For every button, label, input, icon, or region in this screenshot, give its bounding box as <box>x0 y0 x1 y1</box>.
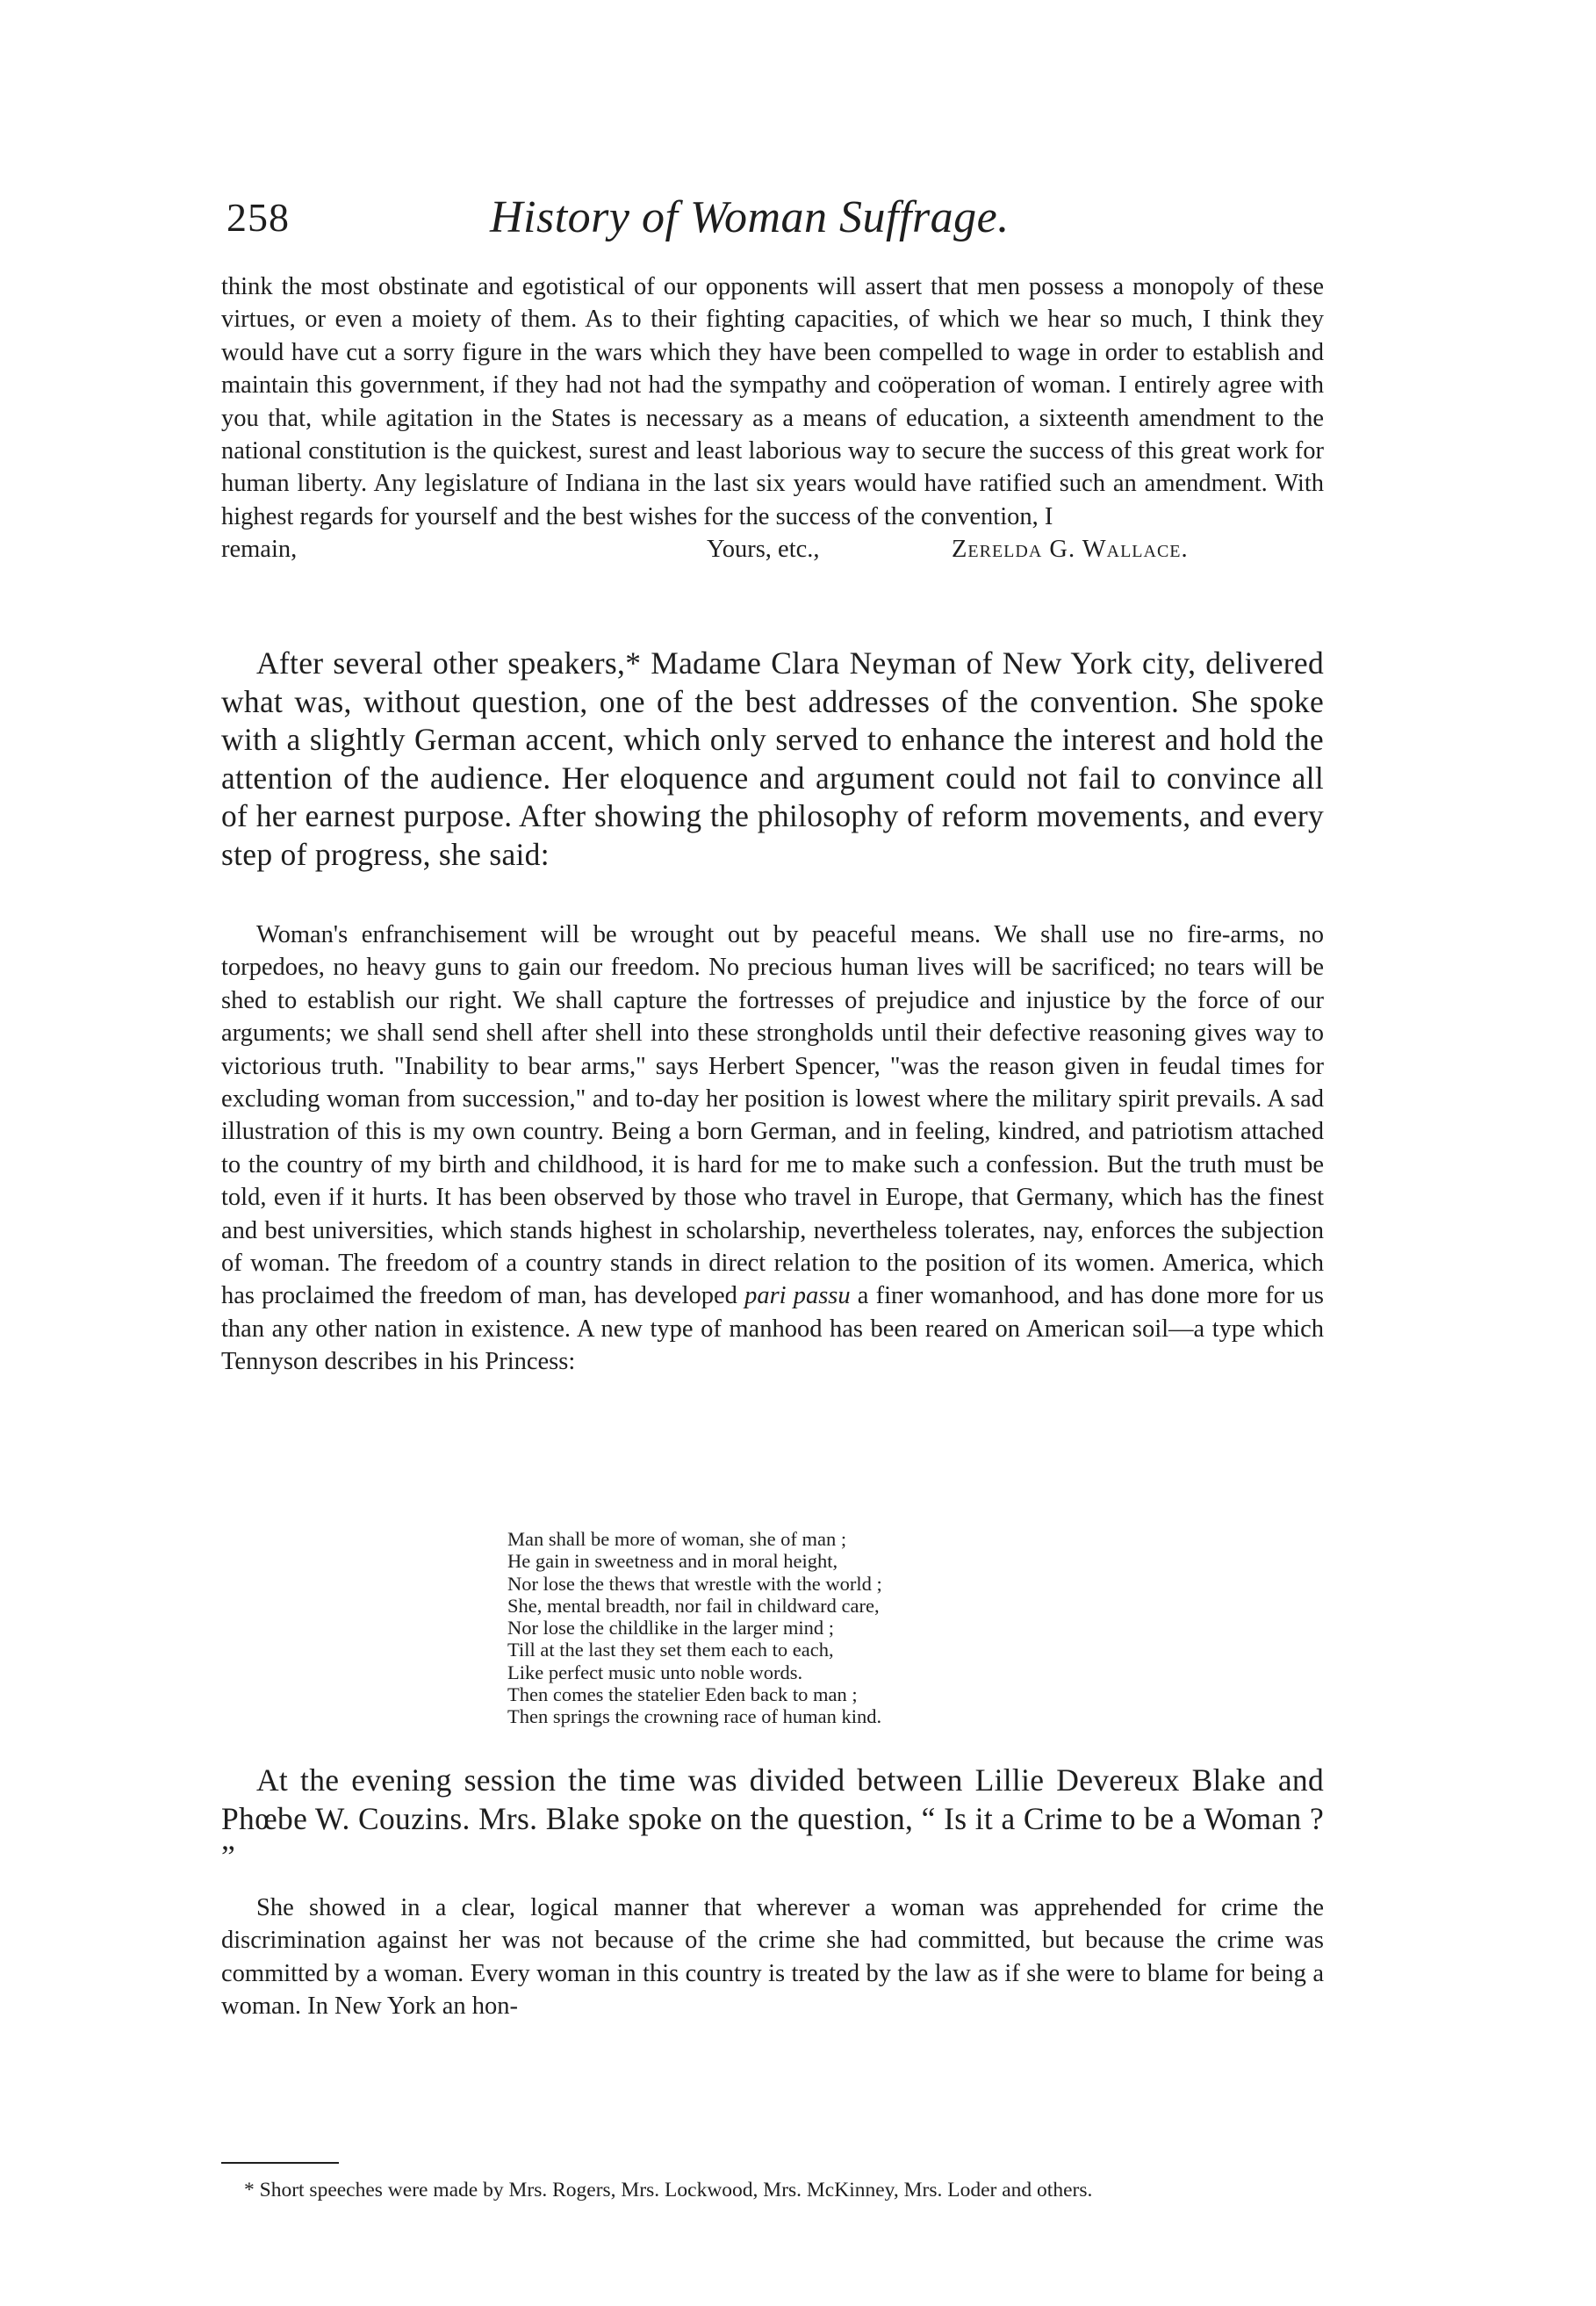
poem-line: Nor lose the thews that wrestle with the world ; <box>507 1572 882 1595</box>
narrative-block-1 <box>221 645 1324 875</box>
footnote-divider <box>221 2162 339 2164</box>
letter-block <box>221 270 1324 566</box>
poem-line: Till at the last they set them each to each, <box>507 1639 834 1661</box>
poem-line: Like perfect music unto noble words. <box>507 1661 803 1683</box>
page-number: 258 <box>226 195 290 240</box>
speech-paragraph <box>221 919 1324 1379</box>
narrative-paragraph-1: After several other speakers,* Madame Clara Neyman of New York city, delivered what was, without question, one of the best addresses of the convention. She spoke with a slightly German accent, which only served to enhance the interest and hold the attention of the audience. Her eloquence and argument could not fail to convince all of her earnest purpose. After showing the philosophy of reform movements, and every step of progress, she said: <box>221 645 1324 872</box>
poem-line: She, mental breadth, nor fail in childward care, <box>507 1594 880 1617</box>
letter-signoff <box>221 533 1324 566</box>
running-head <box>226 190 1333 246</box>
letter-signature: Zerelda G. Wallace. <box>952 536 1189 564</box>
poem-quotation <box>507 1528 882 1728</box>
poem-line: Nor lose the childlike in the larger mind ; <box>507 1617 834 1639</box>
summary-block <box>221 1892 1324 2023</box>
speech-block <box>221 919 1324 1379</box>
summary-paragraph: She showed in a clear, logical manner that wherever a woman was apprehended for crime the discrimination against her was not because of the crime she had committed, but because the crime was committed by a woman. Every woman in this country is treated by the law as if she were to blame for being a woman. In New York an hon- <box>221 1894 1324 2021</box>
narrative-paragraph-2: At the evening session the time was divided between Lillie Devereux Blake and Phœbe W. Couzins. Mrs. Blake spoke on the question, “ Is it a Crime to be a Woman ? ” <box>221 1762 1324 1875</box>
speech-italic-phrase: pari passu <box>744 1282 851 1310</box>
letter-closing: Yours, etc., <box>707 536 820 564</box>
footnote: * Short speeches were made by Mrs. Rogers, Mrs. Lockwood, Mrs. McKinney, Mrs. Loder and others. <box>244 2179 1093 2202</box>
poem-line: Then springs the crowning race of human kind. <box>507 1705 882 1728</box>
poem-line: Man shall be more of woman, she of man ; <box>507 1528 847 1550</box>
letter-closing-word: remain, <box>221 536 298 564</box>
speech-text-part-2: a finer womanhood, and has done more for us than any other nation in existence. A new type of manhood has been reared on American soil—a type which Tennyson describes in his Princess: <box>221 1282 1325 1376</box>
speech-text-part-1: Woman's enfranchisement will be wrought out by peaceful means. We shall use no fire-arms, no torpedoes, no heavy guns to gain our freedom. No precious human lives will be sacrificed; no tears will be shed to establish our right. We shall capture the fortresses of prejudice and injustice by the force of our arguments; we shall send shell after shell into these strongholds until their defective reasoning gives way to victorious truth. "Inability to bear arms," says Herbert Spencer, "was the reason given in feudal times for excluding woman from succession," and to-day her position is lowest where the military spirit prevails. A sad illustration of this is my own country. Being a born German, and in feeling, kindred, and patriotism attached to the country of my birth and childhood, it is hard for me to make such a confession. But the truth must be told, even if it hurts. It has been observed by those who travel in Europe, that Germany, which has the finest and best universities, which stands highest in scholarship, nevertheless tolerates, nay, enforces the subjection of woman. The freedom of a country stands in direct relation to the position of its women. America, which has proclaimed the freedom of man, has developed <box>221 921 1324 1310</box>
poem-line: He gain in sweetness and in moral height, <box>507 1550 838 1573</box>
letter-body: think the most obstinate and egotistical of our opponents will assert that men possess a monopoly of these virtues, or even a moiety of them. As to their fighting capacities, of which we hear so much, I think they would have cut a sorry figure in the wars which they have been compelled to wage in order to establish and maintain this government, if they had not had the sympathy and coöperation of woman. I entirely agree with you that, while agitation in the States is necessary as a means of education, a sixteenth amendment to the national constitution is the quickest, surest and least laborious way to secure the success of this great work for human liberty. Any legislature of Indiana in the last six years would have ratified such an amendment. With highest regards for yourself and the best wishes for the success of the convention, I <box>221 273 1324 530</box>
book-title: History of Woman Suffrage. <box>490 192 1010 242</box>
poem-line: Then comes the statelier Eden back to man ; <box>507 1683 858 1706</box>
narrative-block-2 <box>221 1762 1324 1877</box>
